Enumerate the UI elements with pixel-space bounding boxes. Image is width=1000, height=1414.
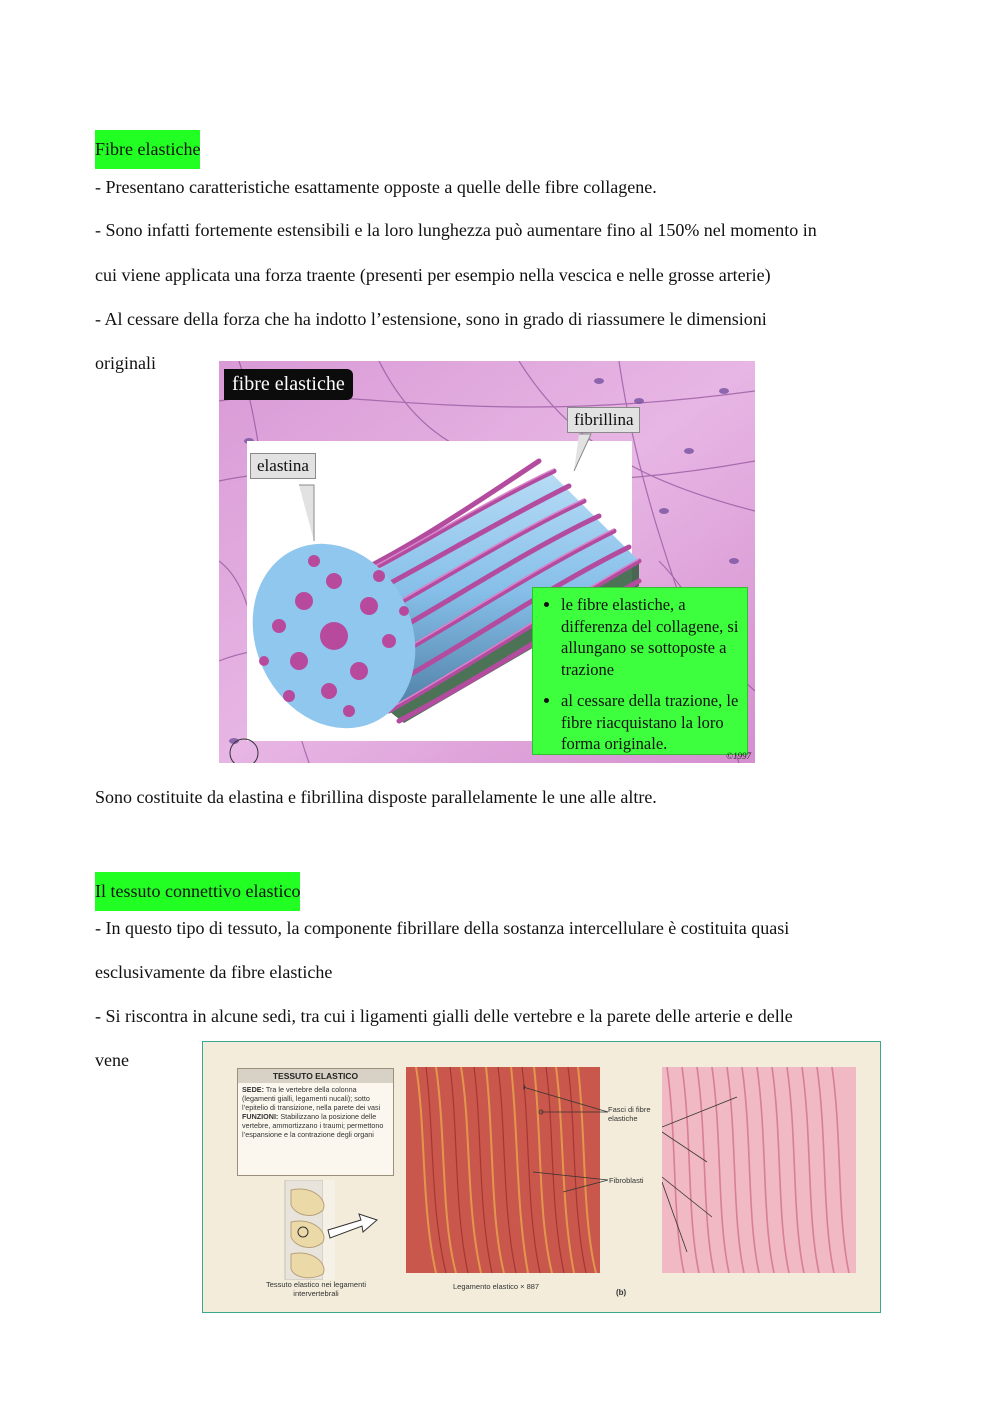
micrograph-fibre-elastiche xyxy=(662,1067,856,1273)
paragraph-line: Sono costituite da elastina e fibrillina disposte parallelamente le une alle altre. xyxy=(95,787,657,807)
figure-copyright: ©1997 xyxy=(726,751,751,761)
vertebra-illustration xyxy=(273,1180,383,1280)
figure-title-fibre-elastiche: fibre elastiche xyxy=(224,369,353,400)
funzioni-label: FUNZIONI: xyxy=(242,1112,279,1121)
paragraph-line: - In questo tipo di tessuto, la componente fibrillare della sostanza intercellulare è costituita quasi xyxy=(95,918,790,938)
caption-left: Tessuto elastico nei legamenti intervertebrali xyxy=(265,1280,367,1298)
funzioni-text: Stabilizzano la posizione delle vertebre, ammortizzano i traumi; permettono l’espansione e la contrazione degli organi xyxy=(242,1112,384,1139)
paragraph-line: - Presentano caratteristiche esattamente opposte a quelle delle fibre collagene. xyxy=(95,177,657,197)
figure-bullet: • al cessare della trazione, le fibre riacquistano la loro forma originale. xyxy=(561,690,739,755)
caption-mid: Legamento elastico × 887 xyxy=(453,1282,540,1291)
sede-text: Tra le vertebre della colonna (legamenti gialli, legamenti nucali); sotto l’epitelio di transizione, nella parete dei vasi xyxy=(242,1085,381,1112)
paragraph-line: - Si riscontra in alcune sedi, tra cui i ligamenti gialli delle vertebre e la parete delle arterie e delle xyxy=(95,1006,793,1026)
section-heading-tessuto-connettivo-elastico: Il tessuto connettivo elastico xyxy=(95,872,300,911)
label-pointers xyxy=(523,1072,673,1202)
paragraph-line: vene xyxy=(95,1050,129,1070)
label-fibroblasti: Fibroblasti xyxy=(609,1176,644,1185)
figure-bullet: • le fibre elastiche, a differenza del collagene, si allungano se sottoposte a trazione xyxy=(561,594,739,680)
paragraph-line: originali xyxy=(95,353,156,373)
callout-elastina: elastina xyxy=(250,453,316,479)
paragraph-line: - Al cessare della forza che ha indotto l’estensione, sono in grado di riassumere le dimensioni xyxy=(95,309,767,329)
label-fasci-fibre-elastiche: Fasci di fibre elastiche xyxy=(608,1105,651,1123)
info-box xyxy=(237,1068,394,1176)
caption-b: (b) xyxy=(616,1288,627,1297)
callout-fibrillina: fibrillina xyxy=(567,407,640,433)
paragraph-line: esclusivamente da fibre elastiche xyxy=(95,962,333,982)
info-box-title: TESSUTO ELASTICO xyxy=(238,1069,393,1083)
sede-label: SEDE: xyxy=(242,1085,264,1094)
paragraph-line: cui viene applicata una forza traente (presenti per esempio nella vescica e nelle grosse arterie) xyxy=(95,265,771,285)
paragraph-line: - Sono infatti fortemente estensibili e la loro lunghezza può aumentare fino al 150% nel momento in xyxy=(95,220,817,240)
figure-fibre-elastiche xyxy=(219,361,755,763)
figure-bullet-box xyxy=(532,587,748,755)
section-heading-fibre-elastiche: Fibre elastiche xyxy=(95,130,200,169)
figure-tessuto-elastico xyxy=(202,1041,881,1313)
